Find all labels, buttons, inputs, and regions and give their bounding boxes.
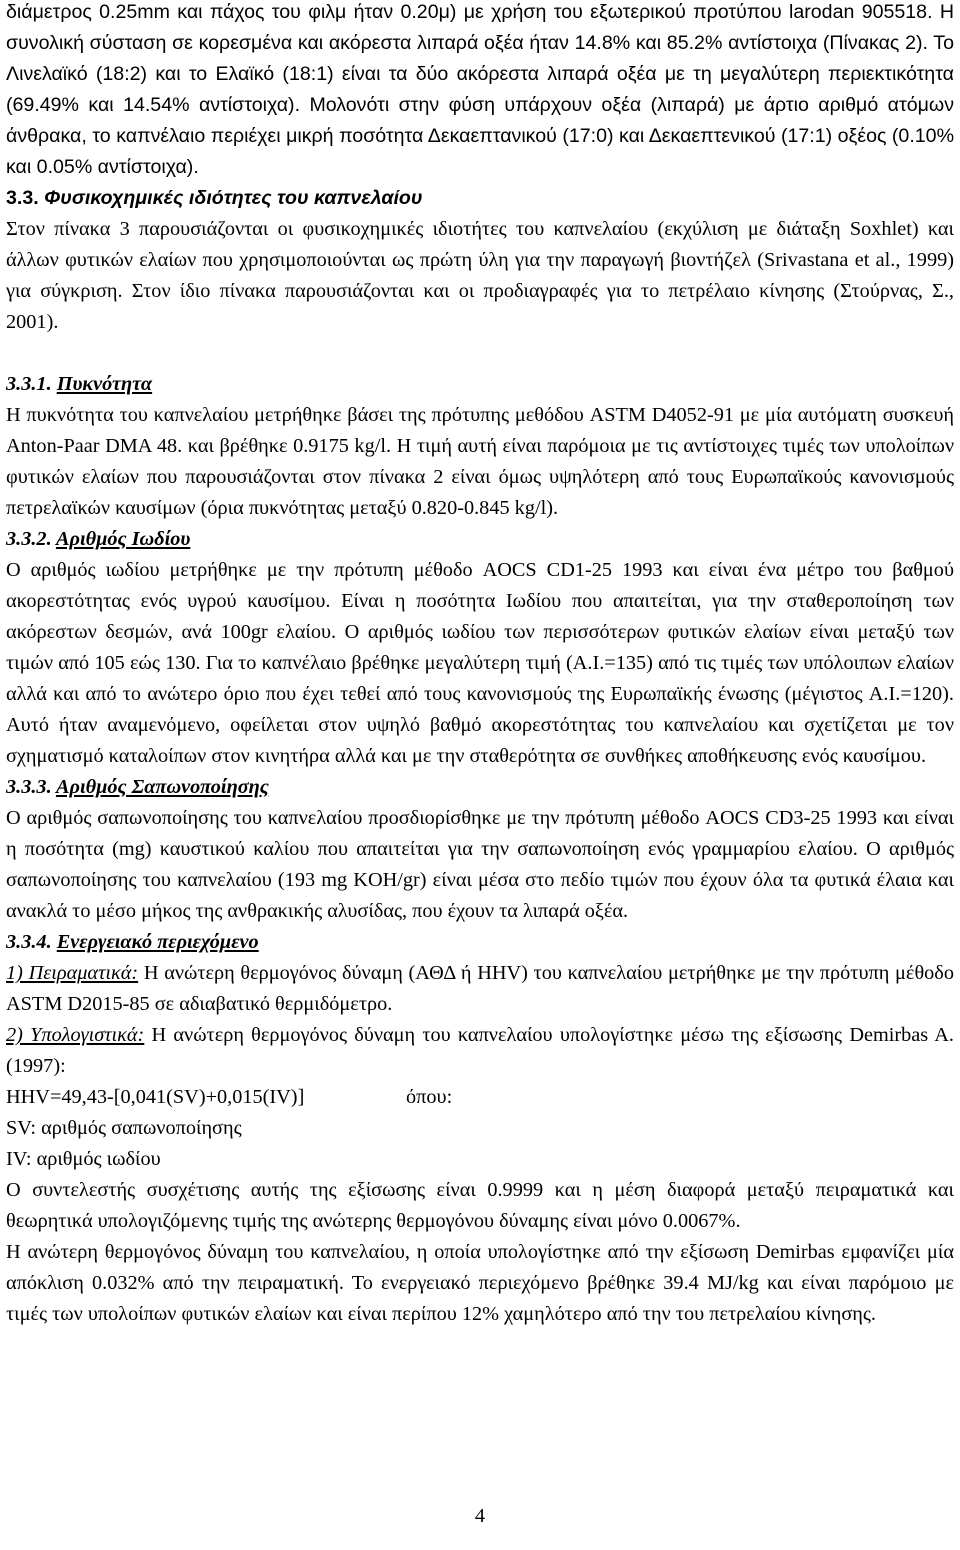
intro-paragraph: διάμετρος 0.25mm και πάχος του φιλμ ήταν 0.20μ) με χρήση του εξωτερικού προτύπου larodan 905518. Η συνολική σύσταση σε κορεσμένα και ακόρεστα λιπαρά οξέα ήταν 14.8% και 85.2% αντίστοιχα (Πίνακας 2). Το Λινελαϊκό (18:2) και το Ελαϊκό (18:1) είναι τα δύο ακόρεστα λιπαρά οξέα με τη μεγαλύτερη περιεκτικότητα (69.49% και 14.54% αντίστοιχα). Μολονότι στην φύση υπάρχουν οξέα (λιπαρά) με άρτιο αριθμό ατόμων άνθρακα, το καπνέλαιο περιέχει μικρή ποσότητα Δεκαεπτανικού (17:0) και Δεκαεπτενικού (17:1) οξέος (0.10% και 0.05% αντίστοιχα).: [6, 1, 954, 178]
section-title: Ενεργειακό περιεχόμενο: [56, 931, 259, 953]
sv-definition: SV: αριθμός σαπωνοποίησης: [6, 1117, 242, 1139]
page-number: 4: [474, 1505, 486, 1527]
section-3-3-1-heading: [6, 369, 954, 400]
section-number: 3.3.4.: [6, 931, 52, 953]
iv-definition: IV: αριθμός ιωδίου: [6, 1148, 161, 1170]
spacer: [6, 338, 954, 369]
section-3-3-4-heading: [6, 927, 954, 958]
section-title: Αριθμός Σαπωνοποίησης: [55, 776, 269, 798]
section-3-3-paragraph: Στον πίνακα 3 παρουσιάζονται οι φυσικοχημικές ιδιοτήτες του καπνελαίου (εκχύλιση με διάταξη Soxhlet) και άλλων φυτικών ελαίων που χρησιμοποιούνται ως πρώτη ύλη για την παραγωγή βιοντήζελ (Srivastana et al., 1999) για σύγκριση. Στον ίδιο πίνακα παρουσιάζονται και οι προδιαγραφές για το πετρέλαιο κίνησης (Στούρνας, Σ., 2001).: [6, 218, 954, 333]
section-title: Αριθμός Ιωδίου: [55, 528, 191, 550]
section-3-3-3-heading: [6, 772, 954, 803]
section-3-3-heading: [6, 183, 954, 214]
experimental-text: Η ανώτερη θερμογόνος δύναμη (ΑΘΔ ή HHV) του καπνελαίου μετρήθηκε με την πρότυπη μέθοδο ASTM D2015-85 σε αδιαβατικό θερμιδόμετρο.: [6, 962, 954, 1015]
computational-label: 2) Υπολογιστικά:: [6, 1024, 145, 1046]
hhv-formula: [6, 1082, 954, 1113]
experimental-label: 1) Πειραματικά:: [6, 962, 139, 984]
section-number: 3.3.3.: [6, 776, 52, 798]
section-3-3-3-paragraph: Ο αριθμός σαπωνοποίησης του καπνελαίου προσδιορίσθηκε με την πρότυπη μέθοδο AOCS CD3-25 1993 και είναι η ποσότητα (mg) καυστικού καλίου που απαιτείται για την σαπωνοποίηση ενός γραμμαρίου ελαίου. Ο αριθμός σαπωνοποίησης του καπνελαίου (193 mg KOH/gr) είναι μέσα στο πεδίο τιμών που έχουν όλα τα φυτικά έλαια και ανακλά το μέσο μήκος της ανθρακικής αλυσίδας, που έχουν τα λιπαρά οξέα.: [6, 807, 954, 922]
computational-text: Η ανώτερη θερμογόνος δύναμη του καπνελαίου υπολογίστηκε μέσω της εξίσωσης Demirbas A. (1997):: [6, 1024, 954, 1077]
section-number: 3.3.2.: [6, 528, 52, 550]
section-number: 3.3.: [6, 187, 39, 209]
experimental-paragraph: [6, 958, 954, 1020]
final-paragraph: Η ανώτερη θερμογόνος δύναμη του καπνελαίου, η οποία υπολογίστηκε από την εξίσωση Demirbas εμφανίζει μία απόκλιση 0.032% από την πειραματική. Το ενεργειακό περιεχόμενο βρέθηκε 39.4 MJ/kg και είναι παρόμοιο με τιμές των υπολοίπων φυτικών ελαίων και είναι περίπου 12% χαμηλότερο από την του πετρελαίου κίνησης.: [6, 1241, 954, 1325]
correlation-paragraph: Ο συντελεστής συσχέτισης αυτής της εξίσωσης είναι 0.9999 και η μέση διαφορά μεταξύ πειραματικά και θεωρητικά υπολογιζόμενης τιμής της ανώτερης θερμογόνου δύναμης είναι μόνο 0.0067%.: [6, 1179, 954, 1232]
section-title: Πυκνότητα: [56, 373, 153, 395]
formula-where: όπου:: [406, 1086, 453, 1108]
section-3-3-2-heading: [6, 524, 954, 555]
section-title: Φυσικοχημικές ιδιότητες του καπνελαίου: [44, 187, 423, 209]
formula-equation: HHV=49,43-[0,041(SV)+0,015(IV)]: [6, 1086, 305, 1108]
section-3-3-1-paragraph: Η πυκνότητα του καπνελαίου μετρήθηκε βάσει της πρότυπης μεθόδου ASTM D4052-91 με μία αυτόματη συσκευή Anton-Paar DMA 48. και βρέθηκε 0.9175 kg/l. Η τιμή αυτή είναι παρόμοια με τις αντίστοιχες τιμές των υπολοίπων φυτικών ελαίων που παρουσιάζονται στον πίνακα 2 είναι όμως υψηλότερη από τους Ευρωπαϊκούς κανονισμούς πετρελαϊκών καυσίμων (όρια πυκνότητας μεταξύ 0.820-0.845 kg/l).: [6, 404, 954, 519]
section-number: 3.3.1.: [6, 373, 52, 395]
computational-paragraph: [6, 1020, 954, 1082]
section-3-3-2-paragraph: Ο αριθμός ιωδίου μετρήθηκε με την πρότυπη μέθοδο AOCS CD1-25 1993 και είναι ένα μέτρο του βαθμού ακορεστότητας ενός υγρού καυσίμου. Είναι η ποσότητα Ιωδίου που απαιτείται, για την σταθεροποίηση των ακόρεστων δεσμών, ανά 100gr ελαίου. Ο αριθμός ιωδίου των περισσότερων φυτικών ελαίων είναι μεταξύ των τιμών από 105 εώς 130. Για το καπνέλαιο βρέθηκε μεγαλύτερη τιμή (A.I.=135) από τις τιμές των υπόλοιπων ελαίων αλλά και από το ανώτερο όριο που έχει τεθεί από τους κανονισμούς της Ευρωπαϊκής ένωσης (μέγιστος A.I.=120). Αυτό ήταν αναμενόμενο, οφείλεται στον υψηλό βαθμό ακορεστότητας του καπνελαίου και σχετίζεται με τον σχηματισμό καταλοίπων στον κινητήρα αλλά και με την σταθερότητα σε συνθήκες αποθήκευσης ενός καυσίμου.: [6, 559, 954, 767]
